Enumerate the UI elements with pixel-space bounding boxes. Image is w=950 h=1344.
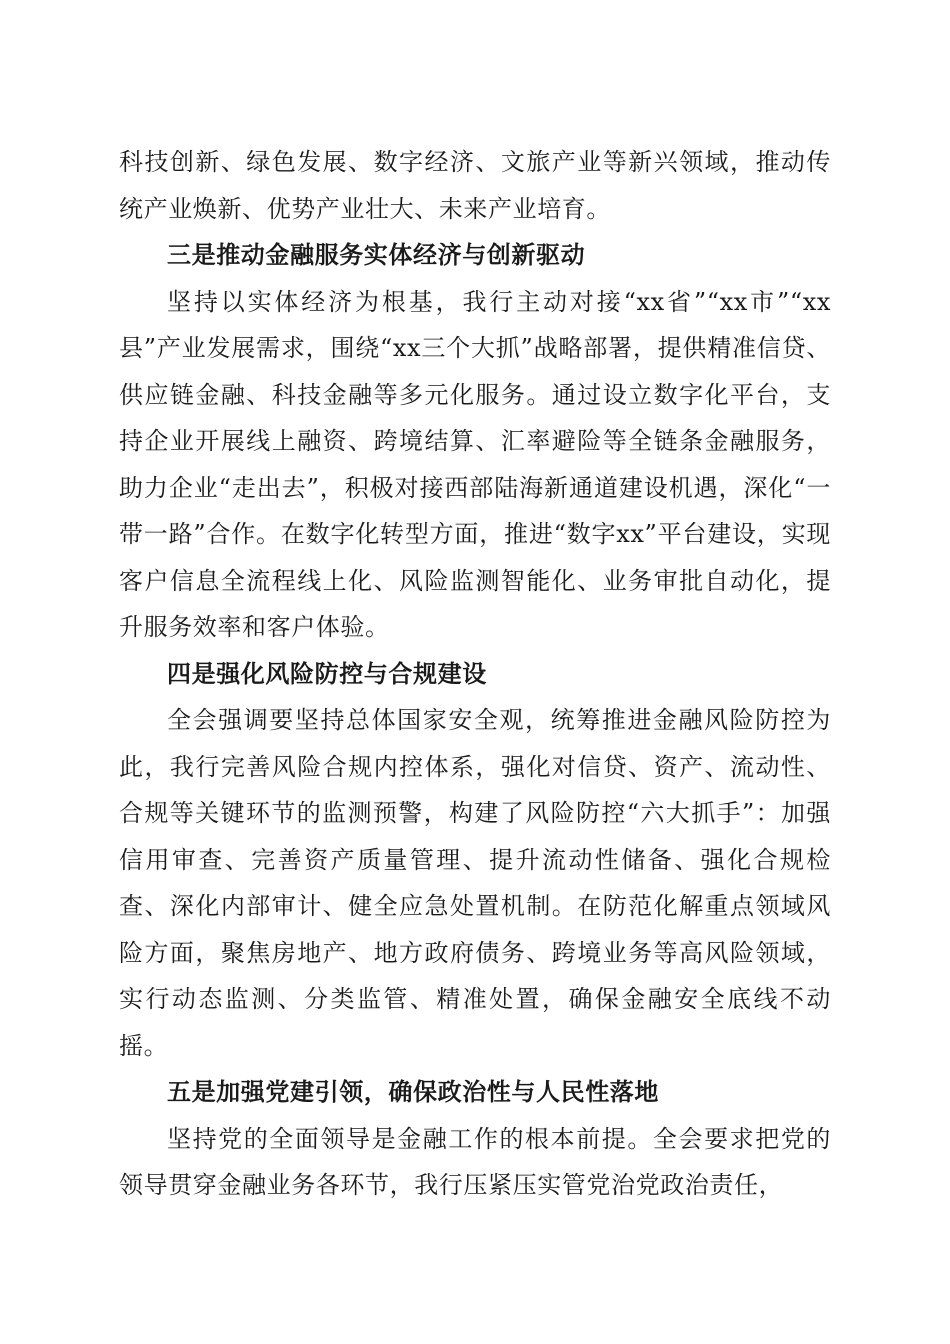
section-heading-three: 三是推动金融服务实体经济与创新驱动 [167,240,586,269]
section-heading-five: 五是加强党建引领，确保政治性与人民性落地 [167,1077,659,1106]
section-three-paragraph: 坚持以实体经济为根基，我行主动对接“xx省”“xx市”“xx县”产业发展需求，围绕“xx三个大抓”战略部署，提供精准信贷、供应链金融、科技金融等多元化服务。通过设立数字化平台，支持企业开展线上融资、跨境结算、汇率避险等全链条金融服务，助力企业“走出去”，积极对接西部陆海新通道建设机遇，深化“一带一路”合作。在数字化转型方面，推进“数字xx”平台建设，实现客户信息全流程线上化、风险监测智能化、业务审批自动化，提升服务效率和客户体验。 [119,287,831,641]
section-four-paragraph: 全会强调要坚持总体国家安全观，统筹推进金融风险防控为此，我行完善风险合规内控体系，强化对信贷、资产、流动性、合规等关键环节的监测预警，构建了风险防控“六大抓手”：加强信用审查、完善资产质量管理、提升流动性储备、强化合规检查、深化内部审计、健全应急处置机制。在防范化解重点领域风险方面，聚焦房地产、地方政府债务、跨境业务等高风险领域，实行动态监测、分类监管、精准处置，确保金融安全底线不动摇。 [119,706,831,1060]
document-body [119,139,831,1209]
section-five-paragraph: 坚持党的全面领导是金融工作的根本前提。全会要求把党的领导贯穿金融业务各环节，我行压紧压实管党治党政治责任， [119,1124,831,1199]
section-heading-four: 四是强化风险防控与合规建设 [167,658,487,688]
continuation-paragraph: 科技创新、绿色发展、数字经济、文旅产业等新兴领域，推动传统产业焕新、优势产业壮大、未来产业培育。 [119,148,831,223]
